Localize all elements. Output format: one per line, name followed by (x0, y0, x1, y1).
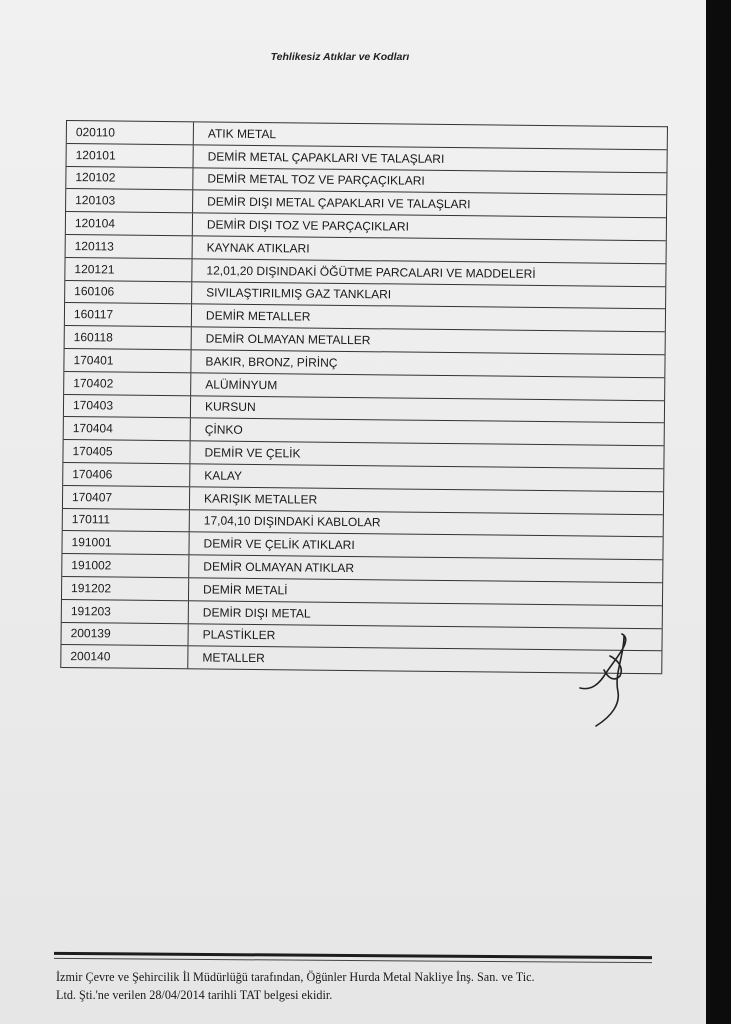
waste-code: 191203 (62, 600, 189, 623)
waste-code: 170111 (63, 509, 190, 532)
waste-name: KALAY (204, 468, 243, 483)
waste-code: 200139 (62, 623, 189, 646)
waste-code: 120102 (66, 167, 193, 190)
waste-name: METALLER (202, 650, 265, 666)
waste-code: 020110 (67, 121, 194, 144)
page-title: Tehlikesiz Atıklar ve Kodları (270, 51, 410, 63)
waste-name: ATIK METAL (207, 126, 277, 142)
handwritten-signature (574, 630, 644, 730)
waste-name: ÇİNKO (204, 422, 243, 438)
waste-code: 170407 (63, 486, 190, 509)
footer-divider-thin (54, 958, 652, 963)
footer-line-2: Ltd. Şti.'ne verilen 28/04/2014 tarihli TAT belgesi ekidir. (56, 988, 333, 1002)
waste-code: 120101 (67, 144, 194, 167)
waste-name: DEMİR VE ÇELİK ATIKLARI (203, 536, 355, 553)
waste-name: ALÜMİNYUM (205, 377, 278, 392)
table-row (61, 645, 661, 674)
waste-name: KARIŞIK METALLER (203, 491, 318, 507)
waste-name: KAYNAK ATIKLARI (206, 240, 310, 256)
waste-name: DEMİR VE ÇELİK (204, 445, 301, 461)
waste-code: 120113 (66, 235, 193, 258)
waste-code: 160118 (65, 326, 192, 349)
waste-code: 170406 (63, 463, 190, 486)
waste-name: DEMİR METAL TOZ VE PARÇAÇIKLARI (207, 171, 425, 189)
waste-code: 191202 (62, 577, 189, 600)
scan-background-edge (706, 0, 731, 1024)
footer-note (56, 968, 656, 1004)
waste-name: DEMİR METAL ÇAPAKLARI VE TALAŞLARI (207, 149, 445, 166)
waste-codes-table (60, 120, 668, 674)
waste-name: DEMİR DIŞI METAL ÇAPAKLARI VE TALAŞLARI (207, 194, 471, 212)
waste-name: DEMİR DIŞI TOZ VE PARÇAÇIKLARI (206, 217, 410, 234)
waste-name: DEMİR OLMAYAN METALLER (205, 331, 371, 348)
waste-code: 160117 (65, 303, 192, 326)
waste-name: KURSUN (204, 399, 256, 415)
waste-name: 17,04,10 DIŞINDAKİ KABLOLAR (203, 513, 381, 530)
waste-name: PLASTİKLER (202, 627, 276, 643)
waste-name: DEMİR DIŞI METAL (202, 605, 311, 621)
waste-code: 191002 (62, 554, 189, 577)
waste-name: DEMİR METALİ (203, 582, 288, 598)
waste-name: DEMİR METALLER (205, 308, 311, 324)
waste-code: 200140 (61, 645, 188, 668)
waste-code: 170405 (63, 440, 190, 463)
waste-name: DEMİR OLMAYAN ATIKLAR (203, 559, 355, 576)
footer-line-1: İzmir Çevre ve Şehircilik İl Müdürlüğü tarafından, Öğünler Hurda Metal Nakliye İnş. San. ve Tic. (56, 970, 535, 984)
waste-code: 160106 (65, 281, 192, 304)
waste-code: 120104 (66, 212, 193, 235)
waste-code: 120103 (66, 189, 193, 212)
waste-code: 170401 (64, 349, 191, 372)
waste-name: BAKIR, BRONZ, PİRİNÇ (205, 354, 338, 370)
waste-code: 170403 (64, 395, 191, 418)
waste-code: 120121 (65, 258, 192, 281)
waste-code: 191001 (62, 531, 189, 554)
waste-name: SIVILAŞTIRILMIŞ GAZ TANKLARI (206, 285, 392, 302)
waste-name: 12,01,20 DIŞINDAKİ ÖĞÜTME PARCALARI VE MADDELERİ (206, 263, 536, 281)
waste-code: 170404 (64, 417, 191, 440)
waste-code: 170402 (64, 372, 191, 395)
